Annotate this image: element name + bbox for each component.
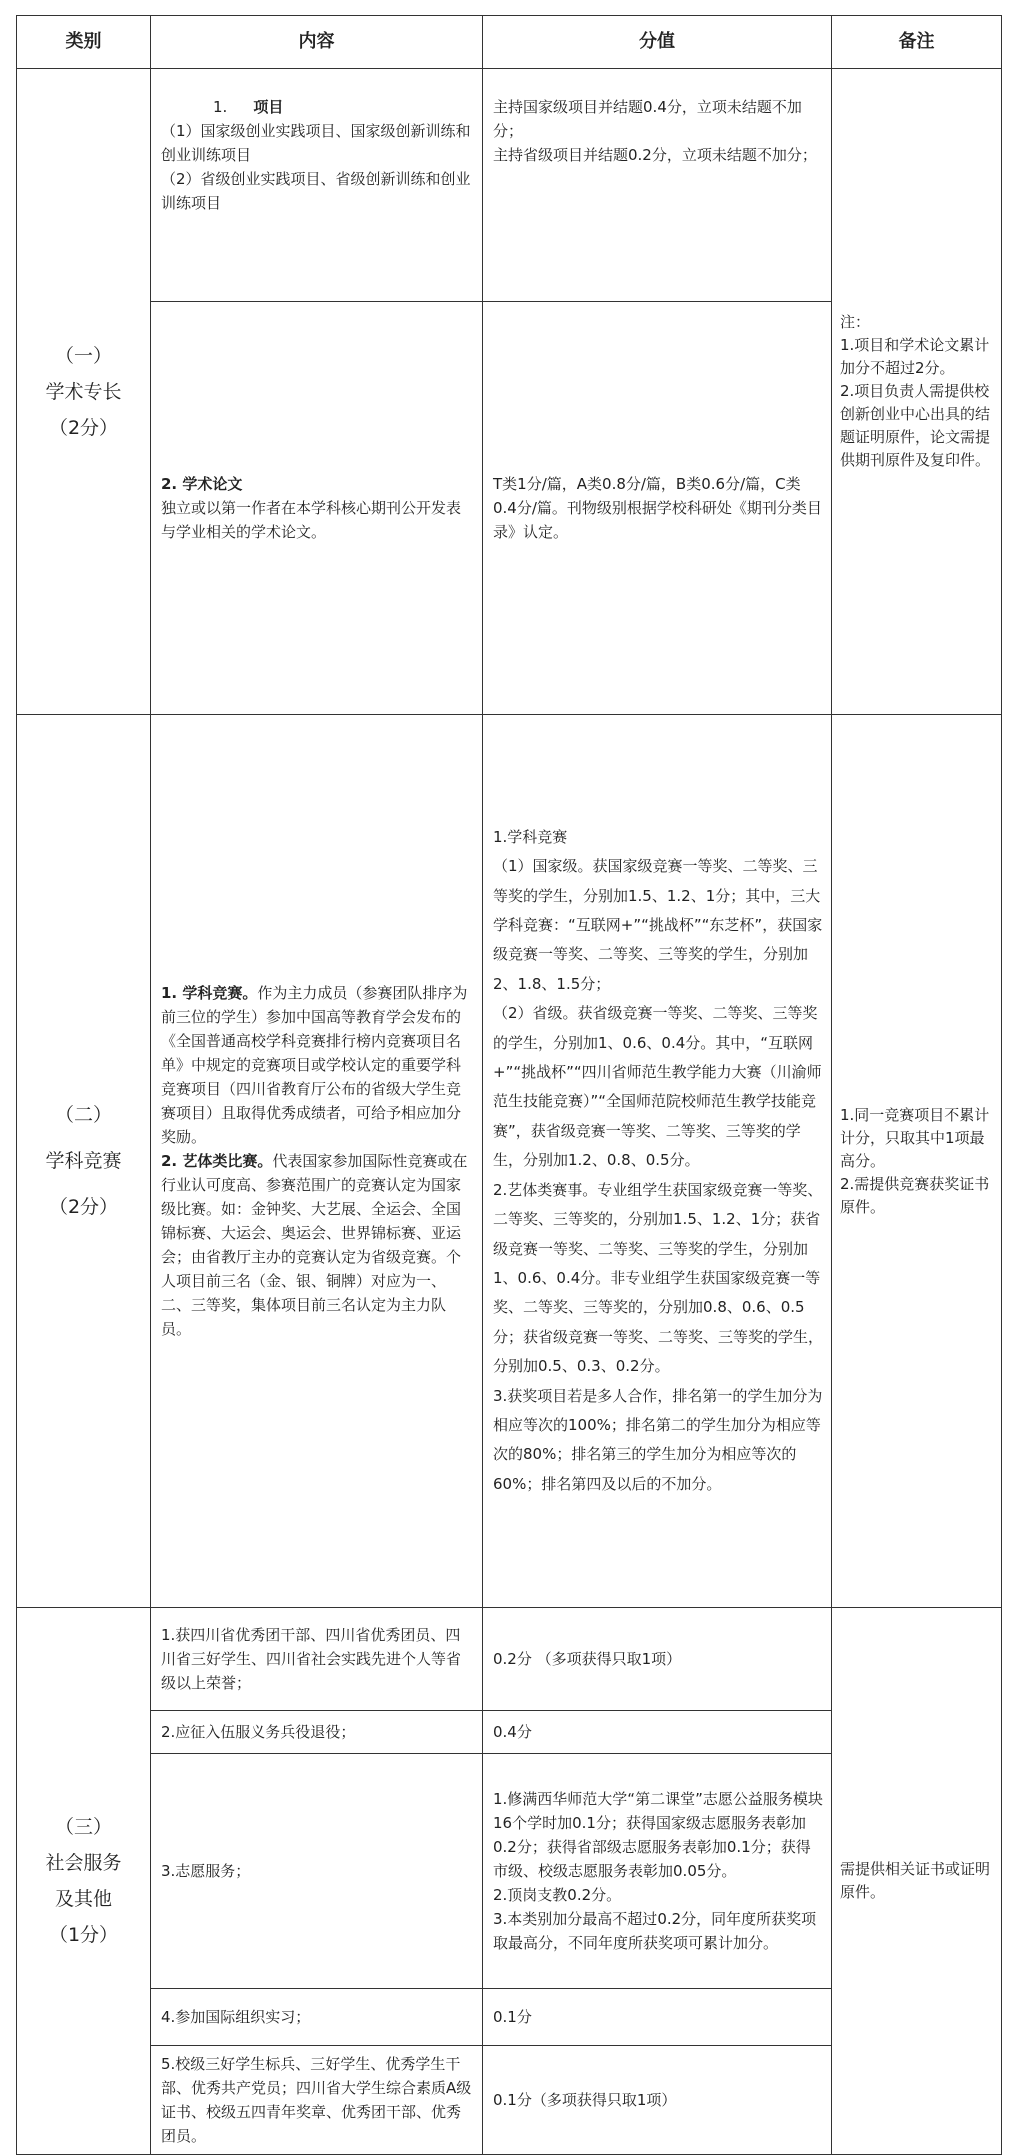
header-score: 分值 bbox=[483, 16, 832, 69]
social-remark: 需提供相关证书或证明原件。 bbox=[832, 1608, 1002, 2155]
scoring-table bbox=[16, 15, 1002, 2155]
academic-project-content: 1. 项目 （1）国家级创业实践项目、国家级创新训练和创业训练项目 （2）省级创业实践项目、省级创新训练和创业训练项目 bbox=[151, 69, 483, 302]
competition-category: （二） 学科竞赛 （2分） bbox=[17, 715, 151, 1608]
social-content-4: 4.参加国际组织实习； bbox=[151, 1989, 483, 2046]
header-row bbox=[17, 16, 1002, 69]
social-row-1 bbox=[17, 1608, 1002, 1711]
social-content-3: 3.志愿服务； bbox=[151, 1754, 483, 1989]
social-content-1: 1.获四川省优秀团干部、四川省优秀团员、四川省三好学生、四川省社会实践先进个人等省级以上荣誉； bbox=[151, 1608, 483, 1711]
academic-category: （一） 学术专长 （2分） bbox=[17, 69, 151, 715]
header-category: 类别 bbox=[17, 16, 151, 69]
header-content: 内容 bbox=[151, 16, 483, 69]
social-score-2: 0.4分 bbox=[483, 1711, 832, 1754]
academic-project-row bbox=[17, 69, 1002, 302]
social-score-4: 0.1分 bbox=[483, 1989, 832, 2046]
social-score-3: 1.修满西华师范大学“第二课堂”志愿公益服务模块16个学时加0.1分；获得国家级志愿服务表彰加0.2分；获得省部级志愿服务表彰加0.1分；获得市级、校级志愿服务表彰加0.05分。 2.顶岗支教0.2分。 3.本类别加分最高不超过0.2分，同年度所获奖项取最高分，不同年度所获奖项可累计加分。 bbox=[483, 1754, 832, 1989]
academic-project-score: 主持国家级项目并结题0.4分，立项未结题不加分； 主持省级项目并结题0.2分，立项未结题不加分； bbox=[483, 69, 832, 302]
competition-remark: 1.同一竞赛项目不累计计分，只取其中1项最高分。 2.需提供竞赛获奖证书原件。 bbox=[832, 715, 1002, 1608]
header-remark: 备注 bbox=[832, 16, 1002, 69]
social-content-2: 2.应征入伍服义务兵役退役； bbox=[151, 1711, 483, 1754]
social-score-5: 0.1分（多项获得只取1项） bbox=[483, 2046, 832, 2155]
competition-content: 1. 学科竞赛。作为主力成员（参赛团队排序为前三位的学生）参加中国高等教育学会发布的《全国普通高校学科竞赛排行榜内竞赛项目名单》中规定的竞赛项目或学校认定的重要学科竞赛项目（四川省教育厅公布的省级大学生竞赛项目）且取得优秀成绩者，可给予相应加分奖励。 2. 艺体类比赛。代表国家参加国际性竞赛或在行业认可度高、参赛范围广的竞赛认定为国家级比赛。如：金钟奖、大艺展、全运会、全国锦标赛、大运会、奥运会、世界锦标赛、亚运会；由省教厅主办的竞赛认定为省级竞赛。个人项目前三名（金、银、铜牌）对应为一、二、三等奖，集体项目前三名认定为主力队员。 bbox=[151, 715, 483, 1608]
competition-row bbox=[17, 715, 1002, 1608]
social-content-5: 5.校级三好学生标兵、三好学生、优秀学生干部、优秀共产党员；四川省大学生综合素质A级证书、校级五四青年奖章、优秀团干部、优秀团员。 bbox=[151, 2046, 483, 2155]
competition-score: 1.学科竞赛 （1）国家级。获国家级竞赛一等奖、二等奖、三等奖的学生，分别加1.5、1.2、1分；其中，三大学科竞赛：“互联网+”“挑战杯”“东芝杯”，获国家级竞赛一等奖、二等奖、三等奖的学生，分别加2、1.8、1.5分； （2）省级。获省级竞赛一等奖、二等奖、三等奖的学生，分别加1、0.6、0.4分。其中，“互联网+”“挑战杯”“四川省师范生教学能力大赛（川渝师范生技能竞赛）”“全国师范院校师范生教学技能竞赛”，获省级竞赛一等奖、二等奖、三等奖的学生，分别加1.2、0.8、0.5分。 2.艺体类赛事。专业组学生获国家级竞赛一等奖、二等奖、三等奖的，分别加1.5、1.2、1分；获省级竞赛一等奖、二等奖、三等奖的学生，分别加1、0.6、0.4分。非专业组学生获国家级竞赛一等奖、二等奖、三等奖的，分别加0.8、0.6、0.5分；获省级竞赛一等奖、二等奖、三等奖的学生，分别加0.5、0.3、0.2分。 3.获奖项目若是多人合作，排名第一的学生加分为相应等次的100%；排名第二的学生加分为相应等次的80%；排名第三的学生加分为相应等次的60%；排名第四及以后的不加分。 bbox=[483, 715, 832, 1608]
academic-remark: 注： 1.项目和学术论文累计加分不超过2分。 2.项目负责人需提供校创新创业中心出具的结题证明原件，论文需提供期刊原件及复印件。 bbox=[832, 69, 1002, 715]
academic-paper-content: 2. 学术论文 独立或以第一作者在本学科核心期刊公开发表与学业相关的学术论文。 bbox=[151, 302, 483, 715]
social-score-1: 0.2分 （多项获得只取1项） bbox=[483, 1608, 832, 1711]
social-category: （三） 社会服务 及其他 （1分） bbox=[17, 1608, 151, 2155]
academic-paper-score: T类1分/篇，A类0.8分/篇，B类0.6分/篇，C类0.4分/篇。刊物级别根据学校科研处《期刊分类目录》认定。 bbox=[483, 302, 832, 715]
